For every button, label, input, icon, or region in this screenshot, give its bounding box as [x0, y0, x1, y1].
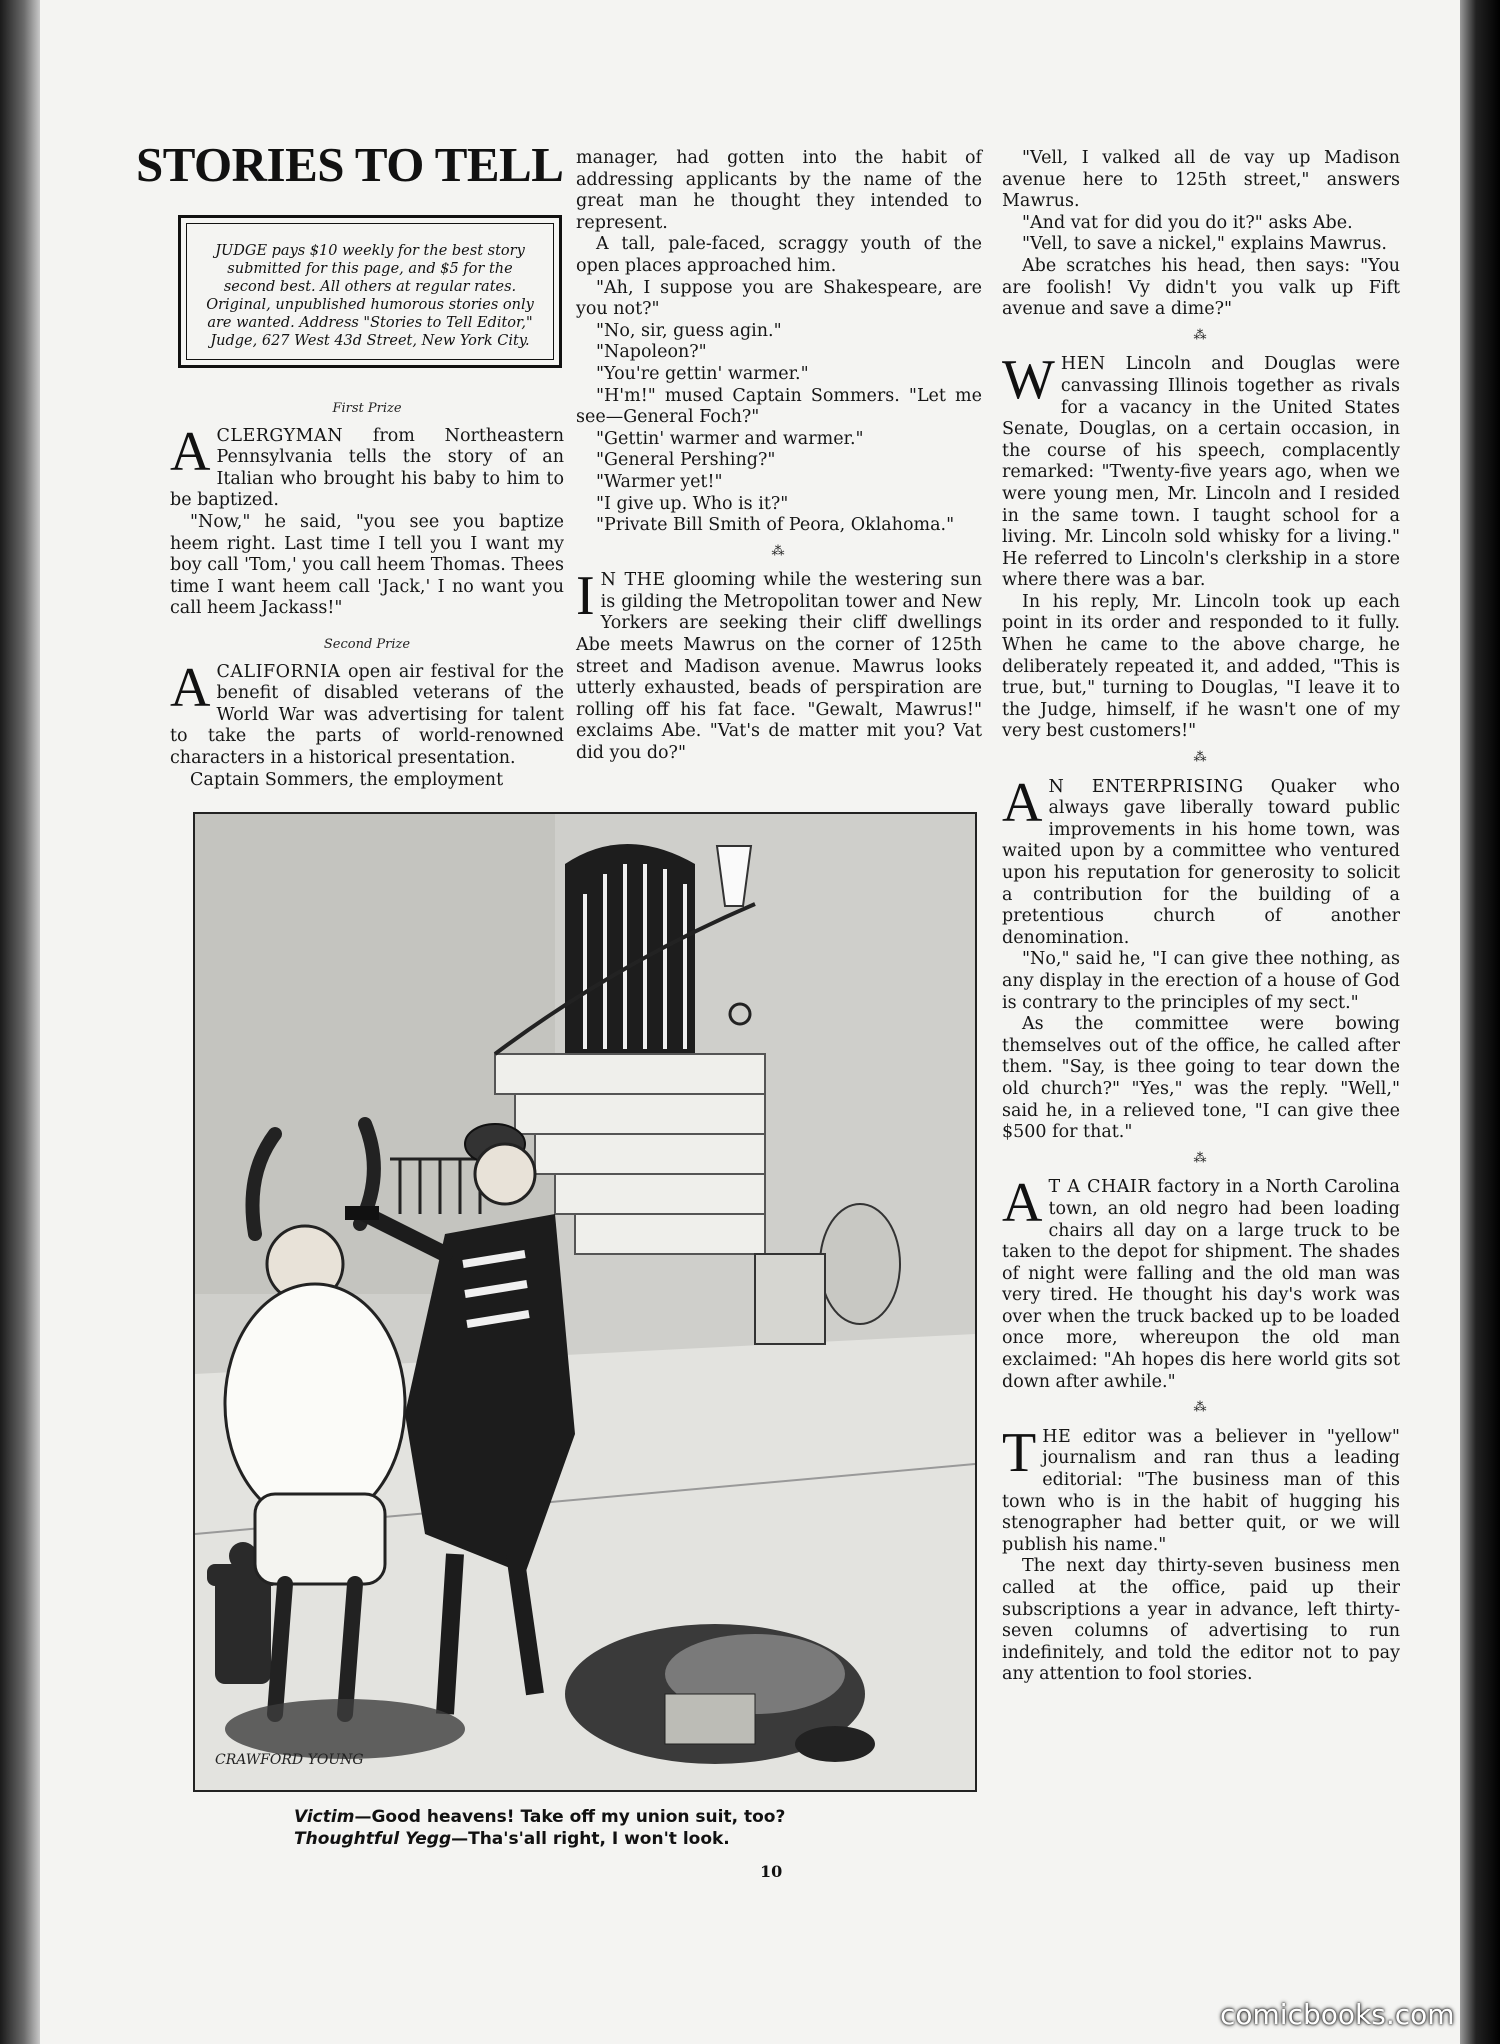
lincoln-story	[1002, 349, 1400, 592]
paragraph: "Vell, I valked all de vay up Madison avenue here to 125th street," answers Mawrus.	[1002, 148, 1400, 212]
caption-line-1	[294, 1806, 994, 1828]
paragraph: Abe scratches his head, then says: "You are foolish! Vy didn't you valk up Fift avenue and save a dime?"	[1002, 255, 1400, 320]
section-separator: ⁂	[771, 543, 787, 559]
column-left	[170, 390, 564, 791]
garbage-can	[820, 1204, 900, 1324]
paragraph: "Ah, I suppose you are Shakespeare, are you not?"	[576, 277, 982, 320]
paragraph: from Northeastern Pennsylvania tells the story of an Italian who brought his baby to him to be baptized.	[170, 425, 564, 511]
paragraph: Captain Sommers, the employment	[190, 769, 504, 790]
first-prize-story	[170, 420, 564, 512]
second-prize-story	[170, 656, 564, 770]
section-separator: ⁂	[1193, 750, 1209, 766]
page-title: STORIES TO TELL	[136, 137, 564, 192]
paragraph: "No, sir, guess agin."	[596, 320, 782, 341]
drop-cap: W	[1002, 349, 1055, 412]
paragraph: Lincoln and Douglas were canvassing Illinois together as rivals for a vacancy in the United States Senate, Douglas, on a certain occasion, in the course of his speech, complacently remarked: "Twenty-five years ago, when we were young men, Mr. Lincoln and I resided in the same town. I taught school for a living. Mr. Lincoln sold whisky for a living." He referred to Lincoln's clerkship in a store where there was a bar.	[1002, 354, 1400, 591]
drop-cap: A	[170, 420, 211, 483]
caption-speaker: Thoughtful Yegg	[294, 1829, 452, 1849]
section-separator: ⁂	[1193, 1400, 1209, 1416]
drop-cap: T	[1002, 1421, 1037, 1484]
cartoon-drawing	[195, 814, 975, 1790]
paragraph: manager, had gotten into the habit of addressing applicants by the name of the great man he thought they intended to represent.	[576, 148, 982, 233]
ash-barrel	[755, 1254, 825, 1344]
paragraph: "Private Bill Smith of Peora, Oklahoma."	[596, 515, 955, 536]
paragraph: editor was a believer in "yellow" journalism and ran thus a leading editorial: "The business man of this town who is in the habit of hugging his stenographer had better quit, or we will publish his name."	[1002, 1426, 1400, 1555]
book-spine	[0, 0, 40, 2044]
paragraph: "Now," he said, "you see you baptize heem right. Last time I tell you I want my boy call 'Tom,' you call heem Thomas. Thees time I want heem call 'Jack,' I no want you call heem Jackass!"	[170, 511, 565, 619]
paragraph: "You're gettin' warmer."	[596, 363, 809, 384]
paragraph: "Warmer yet!"	[596, 471, 723, 492]
lead-word: CALIFORNIA	[216, 661, 341, 682]
watermark: comicbooks.com	[1220, 1998, 1455, 2031]
paragraph: open air festival for the benefit of disabled veterans of the World War was advertising for talent to take the parts of world-renowned characters in a historical presentation.	[170, 661, 564, 768]
page-number: 10	[760, 1862, 783, 1881]
paragraph: "And vat for did you do it?" asks Abe.	[1022, 212, 1353, 233]
drop-cap: I	[576, 565, 595, 628]
paragraph: "Napoleon?"	[596, 342, 707, 363]
drop-cap: A	[170, 656, 211, 719]
editor-story	[1002, 1421, 1400, 1557]
caption-text: —Tha's'all right, I won't look.	[451, 1829, 730, 1849]
lead-word: T A CHAIR	[1048, 1177, 1152, 1198]
contest-notice-box	[178, 215, 562, 368]
paragraph: "H'm!" mused Captain Sommers. "Let me see—General Foch?"	[576, 385, 982, 428]
drop-cap: A	[1002, 1172, 1043, 1235]
abe-mawrus-story	[576, 565, 982, 764]
caption-line-2	[294, 1828, 994, 1850]
lead-word: N ENTERPRISING	[1048, 776, 1244, 797]
paragraph: In his reply, Mr. Lincoln took up each point in its order and responded to it fully. When he came to the above charge, he deliberately repeated it, and added, "This is true, but," turning to Douglas, "I leave it to the Judge, himself, if he wasn't one of my very best customers!"	[1002, 591, 1400, 742]
artist-signature: CRAWFORD YOUNG	[215, 1752, 364, 1768]
lead-word: HEN	[1060, 354, 1106, 375]
paragraph: factory in a North Carolina town, an old negro had been loading chairs all day on a large truck to be taken to the depot for shipment. The shades of night were falling and the old man was very tired. He thought his day's work was over when the truck backed up to be loaded once more, whereupon the old man exclaimed: "Ah hopes dis here world gits sot down after awhile."	[1002, 1177, 1400, 1392]
lead-word: N THE	[600, 570, 666, 591]
paragraph: Quaker who always gave liberally toward public improvements in his home town, was waited upon by a committee who ventured upon his reputation for generosity to solicit a contribution for the building of a pretentious church of another denomination.	[1002, 776, 1400, 948]
paragraph: "No," said he, "I can give thee nothing, as any display in the erection of a house of God is contrary to the principles of my sect."	[1002, 949, 1400, 1013]
caption-speaker: Victim	[294, 1807, 355, 1827]
first-prize-heading: First Prize	[332, 401, 402, 416]
chair-factory-story	[1002, 1172, 1400, 1393]
paragraph: glooming while the westering sun is gilding the Metropolitan tower and New Yorkers are seeking their cliff dwellings Abe meets Mawrus on the corner of 125th street and Madison avenue. Mawrus looks utterly exhausted, beads of perspiration are rolling off his fat face. "Gewalt, Mawrus!" exclaims Abe. "Vat's de matter mit you? Vat did you do?"	[576, 570, 982, 764]
puddle	[225, 1699, 465, 1759]
paragraph: A tall, pale-faced, scraggy youth of the open places approached him.	[576, 234, 982, 276]
paragraph: "Vell, to save a nickel," explains Mawrus.	[1022, 234, 1387, 255]
caption-text: —Good heavens! Take off my union suit, too?	[354, 1807, 786, 1827]
contest-notice-text: JUDGE pays $10 weekly for the best story submitted for this page, and $5 for the second best. All others at regular rates. Original, unpublished humorous stories only are wanted. Address "Stories to Tell Editor," Judge, 627 West 43d Street, New York City.	[186, 223, 554, 360]
section-separator: ⁂	[1193, 1150, 1209, 1166]
quaker-story	[1002, 771, 1400, 950]
lead-word: CLERGYMAN	[216, 425, 344, 446]
facing-page-edge	[1460, 0, 1500, 2044]
paragraph: "I give up. Who is it?"	[596, 493, 789, 514]
cartoon-illustration	[193, 812, 977, 1792]
lead-word: HE	[1042, 1426, 1072, 1447]
paragraph: "General Pershing?"	[596, 450, 776, 471]
column-middle	[576, 148, 982, 765]
second-prize-heading: Second Prize	[323, 636, 411, 652]
paragraph: As the committee were bowing themselves out of the office, he called after them. "Say, is thee going to tear down the old church?" "Yes," was the reply. "Well," said he, in a relieved tone, "I can give thee $500 for that."	[1002, 1014, 1400, 1143]
revolver	[345, 1206, 379, 1220]
cartoon-caption	[294, 1806, 994, 1850]
paragraph: The next day thirty-seven business men called at the office, paid up their subscriptions a year in advance, left thirty-seven columns of advertising to run indefinitely, and told the editor not to pay any attention to fool stories.	[1002, 1556, 1400, 1685]
section-separator: ⁂	[1193, 327, 1209, 343]
column-right	[1002, 148, 1400, 1686]
paragraph: "Gettin' warmer and warmer."	[596, 428, 864, 449]
drop-cap: A	[1002, 771, 1043, 834]
